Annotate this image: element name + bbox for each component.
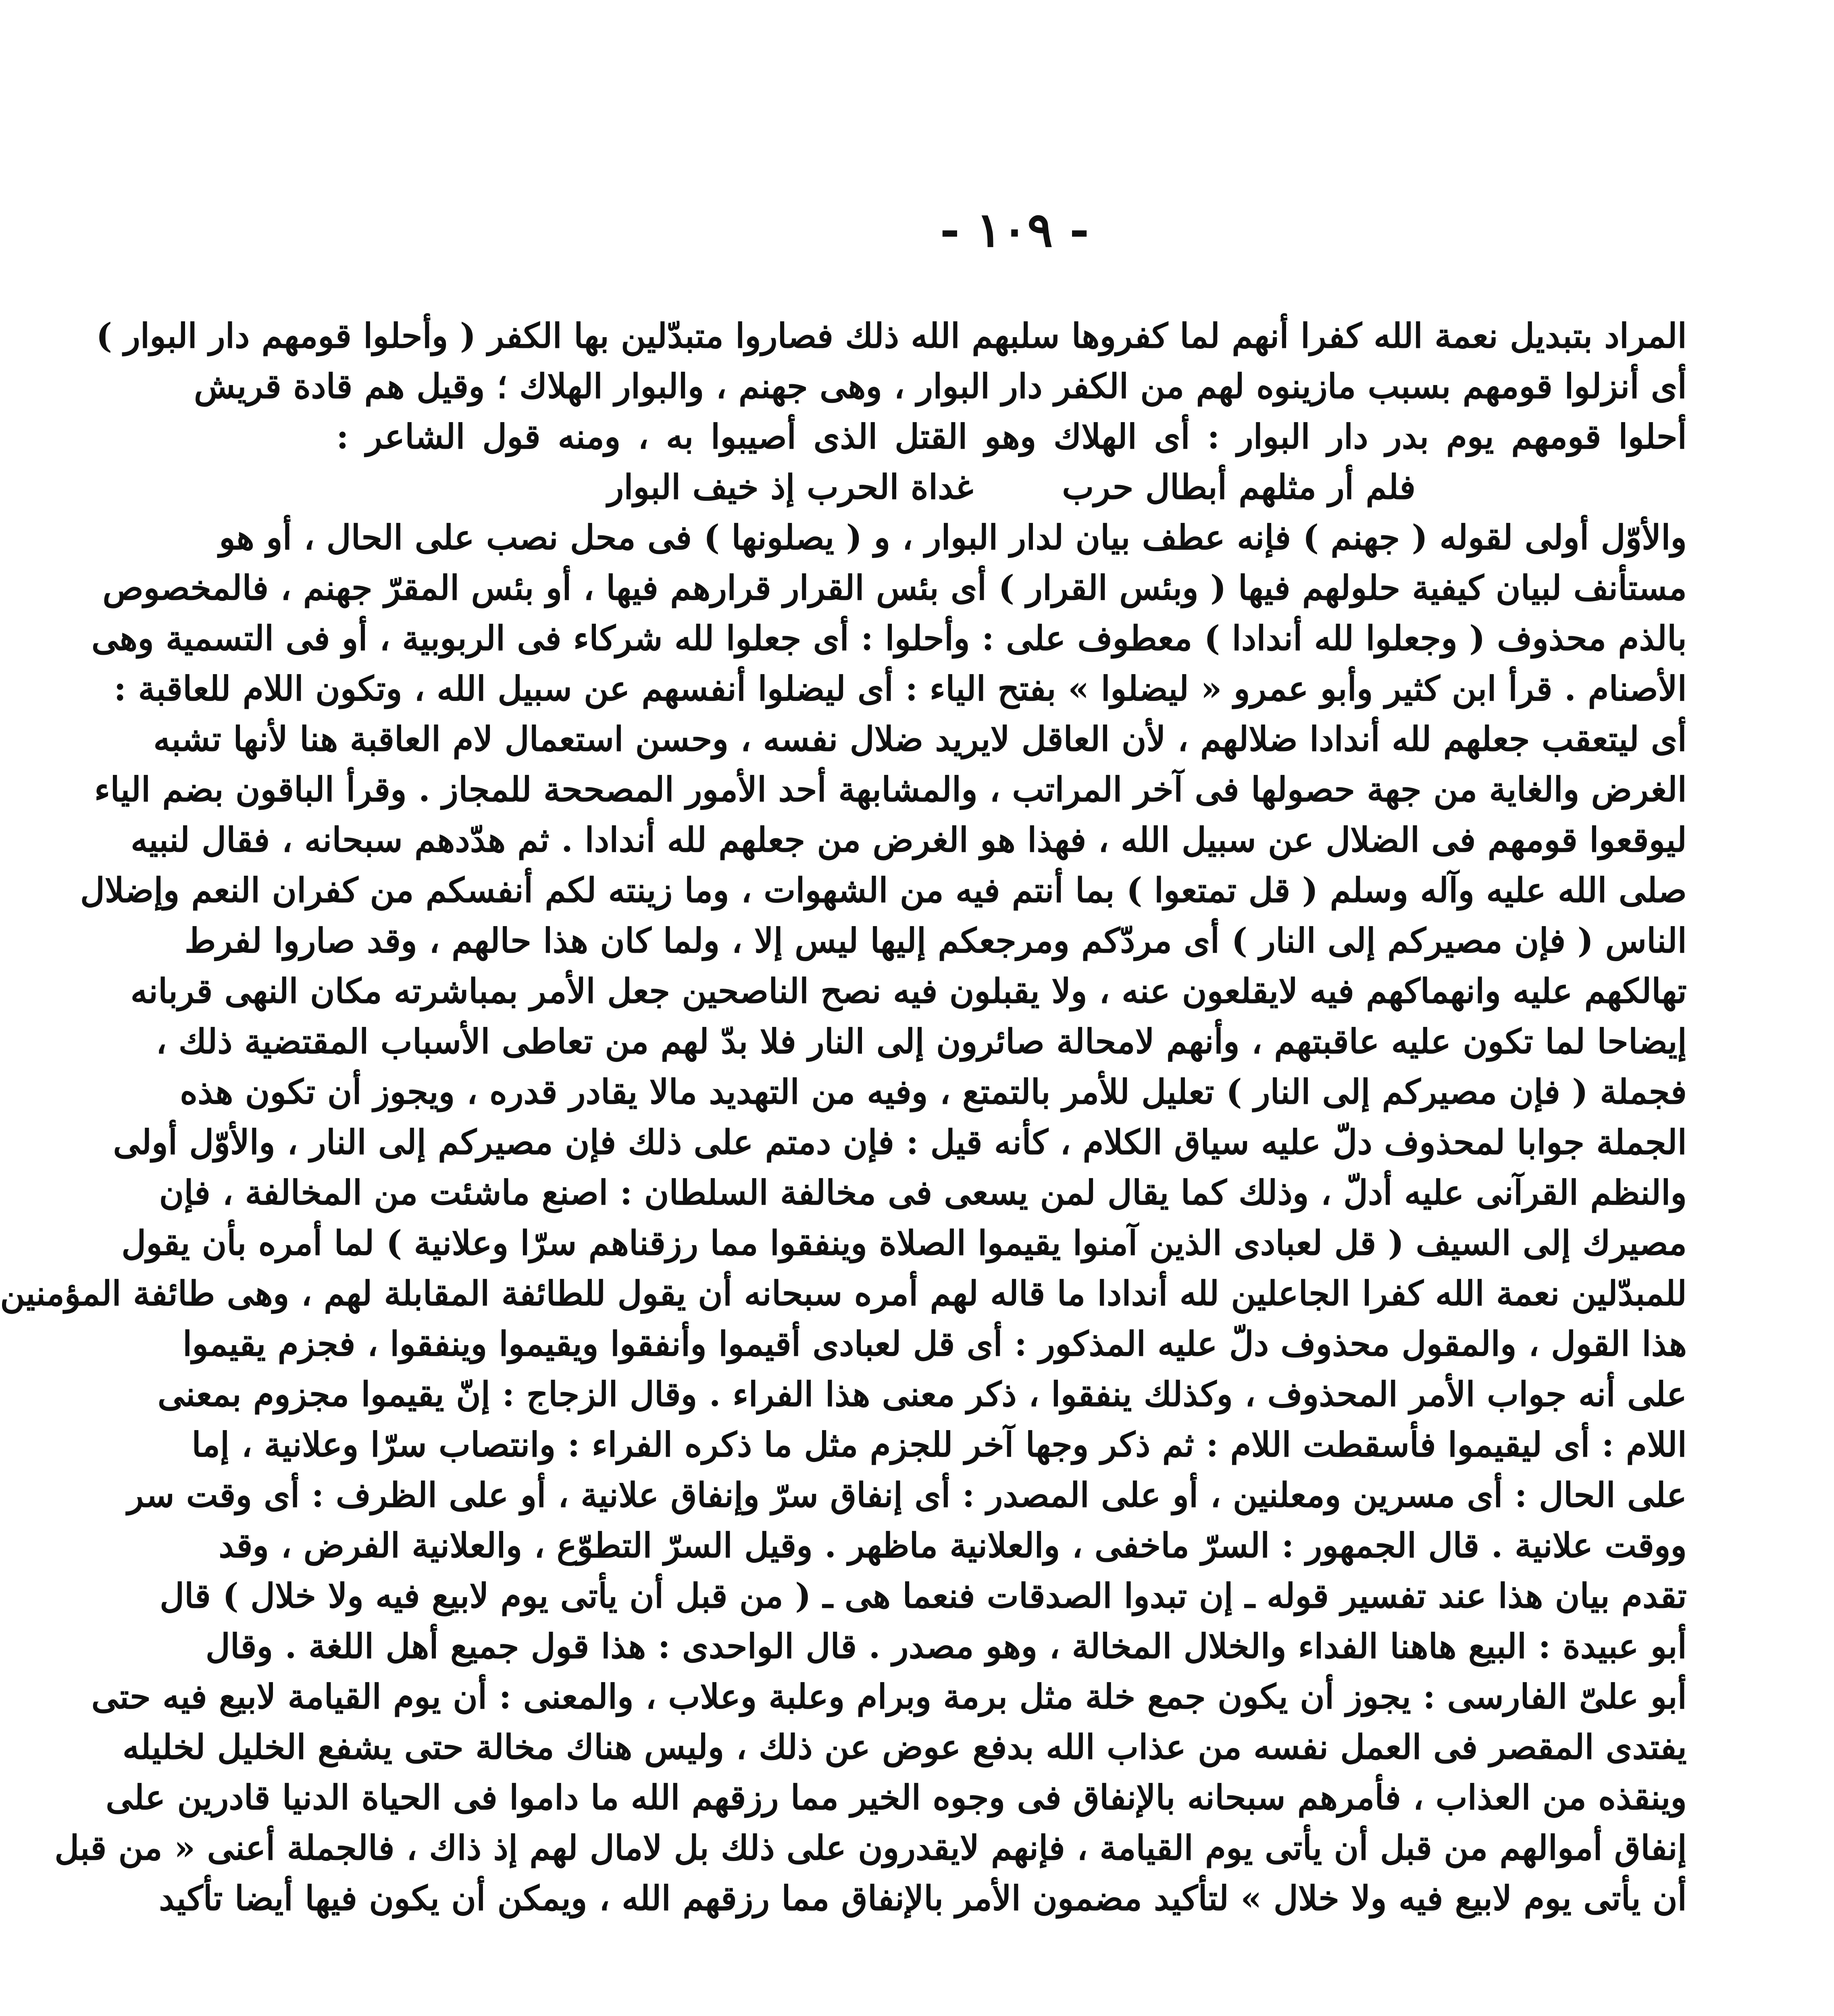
text-line: على الحال : أى مسرين ومعلنين ، أو على المصدر : أى إنفاق سرّ وإنفاق علانية ، أو على الظرف : أى وقت سر xyxy=(127,1475,1687,1515)
text-line: على أنه جواب الأمر المحذوف ، وكذلك ينفقوا ، ذكر معنى هذا الفراء . وقال الزجاج : إنّ يقيموا مجزوم بمعنى xyxy=(157,1374,1687,1414)
text-line: مصيرك إلى السيف ( قل لعبادى الذين آمنوا يقيموا الصلاة وينفقوا مما رزقناهم سرّا وعلانية ) لما أمره بأن يقول xyxy=(121,1223,1687,1263)
text-line: ووقت علانية . قال الجمهور : السرّ ماخفى ، والعلانية ماظهر . وقيل السرّ التطوّع ، والعلانية الفرض ، وقد xyxy=(219,1525,1687,1565)
text-line: بالذم محذوف ( وجعلوا لله أندادا ) معطوف على : وأحلوا : أى جعلوا لله شركاء فى الربوبية ، أو فى التسمية وهى xyxy=(91,618,1687,658)
text-line: أن يأتى يوم لابيع فيه ولا خلال » لتأكيد مضمون الأمر بالإنفاق مما رزقهم الله ، ويمكن أن يكون فيها أيضا تأكيد xyxy=(159,1878,1687,1918)
text-line: يفتدى المقصر فى العمل نفسه من عذاب الله بدفع عوض عن ذلك ، وليس هناك مخالة حتى يشفع الخليل لخليله xyxy=(122,1727,1687,1767)
text-line: الغرض والغاية من جهة حصولها فى آخر المراتب ، والمشابهة أحد الأمور المصححة للمجاز . وقرأ الباقون بضم الياء xyxy=(94,769,1687,809)
text-line: فجملة ( فإن مصيركم إلى النار ) تعليل للأمر بالتمتع ، وفيه من التهديد مالا يقادر قدره ، ويجوز أن تكون هذه xyxy=(180,1072,1687,1112)
text-line: أبو عبيدة : البيع هاهنا الفداء والخلال المخالة ، وهو مصدر . قال الواحدى : هذا قول جميع أهل اللغة . وقال xyxy=(205,1626,1687,1666)
text-line: أى ليتعقب جعلهم لله أندادا ضلالهم ، لأن العاقل لايريد ضلال نفسه ، وحسن استعمال لام العاقبة هنا لأنها تشبه xyxy=(153,719,1687,759)
text-line: صلى الله عليه وآله وسلم ( قل تمتعوا ) بما أنتم فيه من الشهوات ، وما زينته لكم أنفسكم من كفران النعم وإضلال xyxy=(80,870,1687,910)
verse-second-hemistich: غداة الحرب إذ خيف البوار xyxy=(607,467,974,507)
verse-first-hemistich: فلم أر مثلهم أبطال حرب xyxy=(1062,467,1416,507)
text-line: مستأنف لبيان كيفية حلولهم فيها ( وبئس القرار ) أى بئس القرار قرارهم فيها ، أو بئس المقرّ جهنم ، فالمخصوص xyxy=(102,568,1687,608)
text-line: هذا القول ، والمقول محذوف دلّ عليه المذكور : أى قل لعبادى أقيموا وأنفقوا ويقيموا وينفقوا ، فجزم يقيموا xyxy=(183,1324,1687,1364)
text-line: أحلوا قومهم يوم بدر دار البوار : أى الهلاك وهو القتل الذى أصيبوا به ، ومنه قول الشاعر : xyxy=(336,417,1687,456)
text-line: أبو علىّ الفارسى : يجوز أن يكون جمع خلة مثل برمة وبرام وعلبة وعلاب ، والمعنى : أن يوم القيامة لابيع فيه حتى xyxy=(91,1677,1687,1716)
poetry-verse xyxy=(336,462,1687,512)
text-line: المراد بتبديل نعمة الله كفرا أنهم لما كفروها سلبهم الله ذلك فصاروا متبدّلين بها الكفر ( وأحلوا قومهم دار البوار ) xyxy=(96,316,1687,356)
text-line: الناس ( فإن مصيركم إلى النار ) أى مردّكم ومرجعكم إليها ليس إلا ، ولما كان هذا حالهم ، وقد صاروا لفرط xyxy=(184,921,1687,960)
text-line: إيضاحا لما تكون عليه عاقبتهم ، وأنهم لامحالة صائرون إلى النار فلا بدّ لهم من تعاطى الأسباب المقتضية ذلك ، xyxy=(156,1021,1687,1061)
text-line: ليوقعوا قومهم فى الضلال عن سبيل الله ، فهذا هو الغرض من جعلهم لله أندادا . ثم هدّدهم سبحانه ، فقال لنبيه xyxy=(131,820,1687,860)
text-line: الأصنام . قرأ ابن كثير وأبو عمرو « ليضلوا » بفتح الياء : أى ليضلوا أنفسهم عن سبيل الله ، وتكون اللام للعاقبة : xyxy=(114,669,1687,708)
text-line: الجملة جوابا لمحذوف دلّ عليه سياق الكلام ، كأنه قيل : فإن دمتم على ذلك فإن مصيركم إلى النار ، والأوّل أولى xyxy=(113,1122,1687,1162)
page-number: - ١٠٩ - xyxy=(940,202,1089,258)
text-line: والأوّل أولى لقوله ( جهنم ) فإنه عطف بيان لدار البوار ، و ( يصلونها ) فى محل نصب على الحال ، أو هو xyxy=(219,517,1687,557)
text-line: أى أنزلوا قومهم بسبب مازينوه لهم من الكفر دار البوار ، وهى جهنم ، والبوار الهلاك ؛ وقيل هم قادة قريش xyxy=(194,366,1687,406)
text-line: والنظم القرآنى عليه أدلّ ، وذلك كما يقال لمن يسعى فى مخالفة السلطان : اصنع ماشئت من المخالفة ، فإن xyxy=(159,1173,1687,1212)
text-line: وينقذه من العذاب ، فأمرهم سبحانه بالإنفاق فى وجوه الخير مما رزقهم الله ما داموا فى الحياة الدنيا قادرين على xyxy=(106,1777,1687,1817)
text-line: إنفاق أموالهم من قبل أن يأتى يوم القيامة ، فإنهم لايقدرون على ذلك بل لامال لهم إذ ذاك ، فالجملة أعنى « من قبل xyxy=(54,1828,1687,1868)
text-line: للمبدّلين نعمة الله كفرا الجاعلين لله أندادا ما قاله لهم أمره سبحانه أن يقول للطائفة المقابلة لهم ، وهى طائفة المؤمنين xyxy=(0,1273,1687,1313)
text-line: اللام : أى ليقيموا فأسقطت اللام : ثم ذكر وجها آخر للجزم مثل ما ذكره الفراء : وانتصاب سرّا وعلانية ، إما xyxy=(192,1425,1687,1464)
text-line: تهالكهم عليه وانهماكهم فيه لايقلعون عنه ، ولا يقبلون فيه نصح الناصحين جعل الأمر بمباشرته مكان النهى قربانه xyxy=(130,971,1687,1011)
body-text xyxy=(0,310,1687,1923)
text-line: تقدم بيان هذا عند تفسير قوله ـ إن تبدوا الصدقات فنعما هى ـ ( من قبل أن يأتى يوم لابيع فيه ولا خلال ) قال xyxy=(160,1576,1687,1616)
